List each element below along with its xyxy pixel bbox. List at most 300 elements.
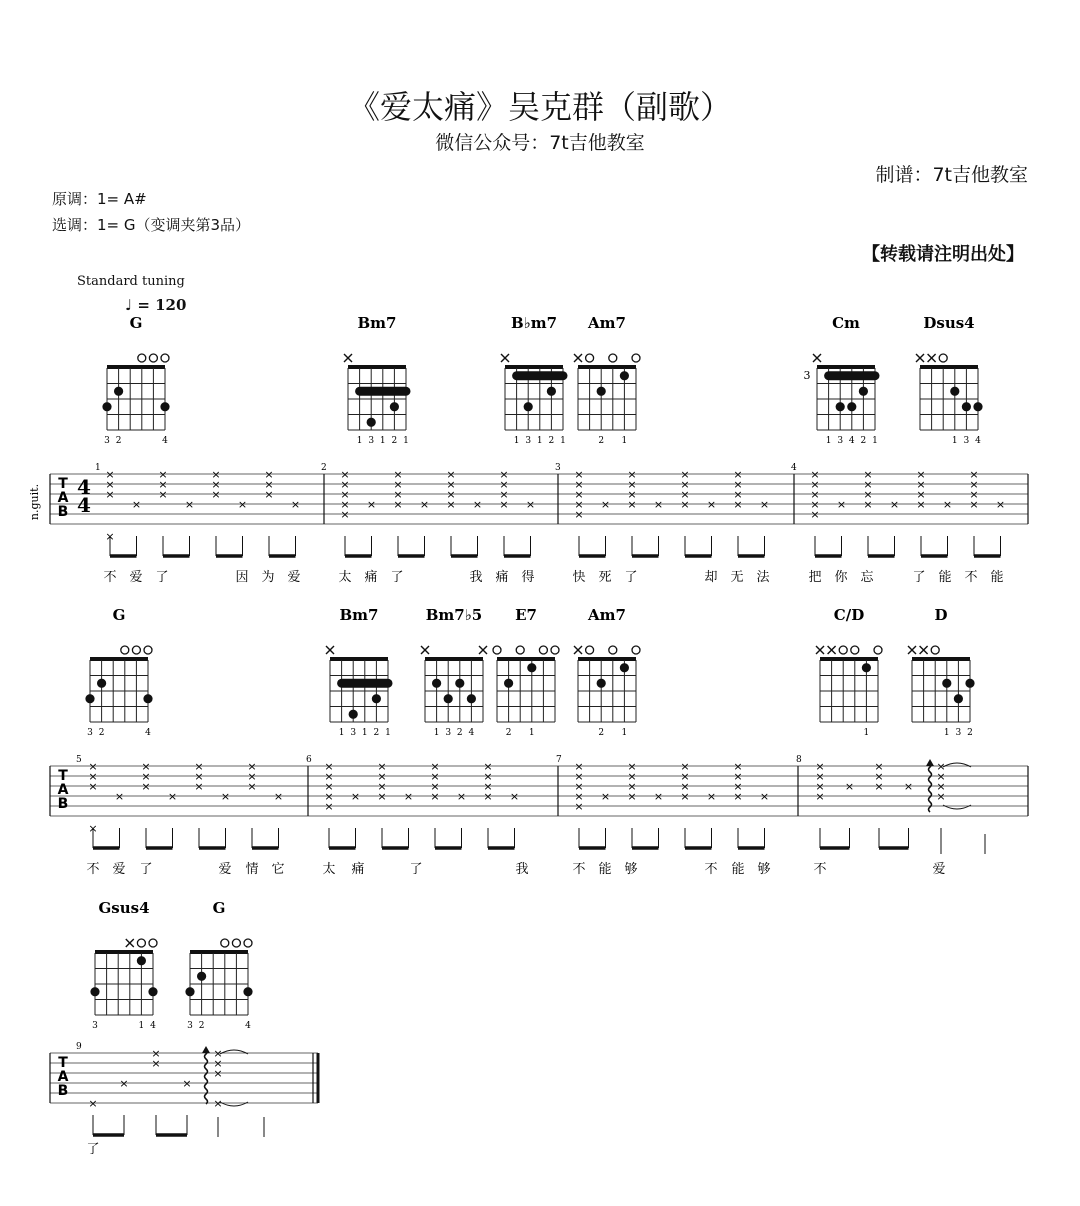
tab-note: ×	[220, 790, 231, 803]
open-string-marker	[493, 646, 501, 654]
tuning-label: Standard tuning	[77, 274, 185, 289]
tab-note: ×	[706, 498, 717, 511]
tab-note: ×	[627, 488, 637, 501]
measure-number: 6	[306, 755, 312, 765]
tab-note: ×	[119, 1077, 129, 1090]
lyric-syllable: 能	[598, 862, 612, 877]
tab-note: ×	[574, 498, 584, 511]
tab-note: ×	[446, 488, 456, 501]
tab-note: ×	[141, 780, 151, 793]
tab-note: ×	[574, 760, 584, 773]
tab-note: ×	[446, 478, 456, 491]
lyric-syllable: 死	[598, 570, 612, 585]
tab-note: ×	[874, 780, 884, 793]
tab-note: ×	[499, 468, 509, 481]
tab-note: ×	[377, 780, 387, 793]
lyric-syllable: 不	[813, 862, 827, 877]
tab-note: ×	[815, 770, 825, 783]
tab-note: ×	[733, 478, 743, 491]
tab-note: ×	[88, 770, 98, 783]
tab-note: ×	[324, 770, 334, 783]
tab-note: ×	[574, 468, 584, 481]
tab-note: ×	[151, 1047, 161, 1060]
lyric-syllable: 却	[704, 570, 718, 585]
tab-note: ×	[733, 770, 743, 783]
chord-dot	[862, 663, 871, 672]
lyric-syllable: 把	[808, 570, 822, 585]
tab-note: ×	[273, 790, 284, 803]
tab-note: ×	[863, 468, 873, 481]
chord-nut	[425, 657, 483, 661]
tab-note: ×	[158, 468, 168, 481]
tab-note: ×	[158, 478, 168, 491]
tab-note: ×	[499, 478, 509, 491]
chord-name: C/D	[833, 606, 865, 624]
chord-finger-number: 2	[391, 436, 398, 446]
open-string-marker	[232, 939, 240, 947]
chord-finger-number: 2	[373, 728, 380, 738]
tab-clef-letter: B	[57, 1083, 69, 1099]
lyric-syllable: 痛	[495, 570, 509, 585]
tempo-value: = 120	[137, 296, 187, 314]
open-string-marker	[851, 646, 859, 654]
chord-dot	[597, 679, 606, 688]
tab-note: ×	[680, 780, 690, 793]
tab-note: ×	[844, 780, 855, 793]
chord-name: Bm7♭5	[425, 606, 483, 624]
tab-note: ×	[324, 790, 334, 803]
chord-name: Am7	[588, 314, 626, 332]
tab-note: ×	[393, 478, 403, 491]
lyric-syllable: 我	[515, 862, 529, 877]
instrument-label: n.guit.	[28, 483, 41, 521]
measure-number: 8	[796, 755, 802, 765]
chord-finger-number: 1	[560, 436, 566, 446]
tab-note: ×	[377, 770, 387, 783]
chord-dot	[973, 402, 982, 411]
tab-clef-letter: B	[57, 504, 69, 520]
lyric-syllable: 够	[624, 862, 638, 877]
tab-note: ×	[942, 498, 953, 511]
lyric-syllable: 了	[624, 570, 638, 585]
measure-number: 5	[76, 755, 82, 765]
chord-nut	[90, 657, 148, 661]
open-string-marker	[137, 939, 145, 947]
lyric-syllable: 了	[86, 1142, 100, 1157]
original-key: 原调：1= A#	[52, 190, 147, 208]
measure-number: 9	[76, 1042, 82, 1052]
tab-note: ×	[627, 790, 637, 803]
chord-dot	[444, 694, 453, 703]
chord-base-fret: 3	[803, 369, 811, 382]
tab-note: ×	[499, 498, 509, 511]
tab-note: ×	[211, 488, 221, 501]
chord-dot	[965, 679, 974, 688]
chord-dot	[372, 694, 381, 703]
chord-nut	[95, 950, 153, 954]
chord-nut	[330, 657, 388, 661]
chord-finger-number: 1	[951, 436, 958, 446]
tab-note: ×	[213, 1047, 223, 1060]
score-subtitle: 微信公众号：7t吉他教室	[435, 132, 645, 154]
tab-note: ×	[653, 790, 664, 803]
tab-note: ×	[290, 498, 301, 511]
chord-finger-number: 4	[145, 728, 151, 738]
lyric-syllable: 爱	[112, 862, 126, 877]
chord-dot	[390, 402, 399, 411]
chord-dot	[367, 418, 376, 427]
lyric-syllable: 爱	[218, 862, 232, 877]
tab-note: ×	[733, 790, 743, 803]
tab-note: ×	[733, 780, 743, 793]
tab-note: ×	[499, 488, 509, 501]
quarter-note-icon: ♩	[125, 296, 133, 314]
tab-note: ×	[680, 760, 690, 773]
tab-note: ×	[393, 468, 403, 481]
chord-finger-number: 1	[356, 436, 363, 446]
lyric-syllable: 法	[756, 570, 770, 585]
tab-note: ×	[810, 478, 820, 491]
tab-note: ×	[483, 790, 493, 803]
chord-finger-number: 1	[536, 436, 543, 446]
chord-finger-number: 1	[338, 728, 345, 738]
lyric-syllable: 了	[390, 570, 404, 585]
chord-dot	[504, 679, 513, 688]
tab-note: ×	[131, 498, 142, 511]
tab-note: ×	[916, 488, 926, 501]
tab-note: ×	[969, 498, 979, 511]
tab-note: ×	[194, 760, 204, 773]
open-string-marker	[138, 354, 146, 362]
tab-note: ×	[324, 760, 334, 773]
chord-finger-number: 1	[138, 1021, 145, 1031]
tab-note: ×	[680, 478, 690, 491]
chord-dot	[950, 387, 959, 396]
tab-note: ×	[574, 770, 584, 783]
chord-dot	[597, 387, 606, 396]
chord-finger-number: 4	[975, 436, 981, 446]
measure-number: 3	[555, 463, 561, 473]
chord-finger-number: 1	[361, 728, 368, 738]
tab-note: ×	[114, 790, 125, 803]
tab-note: ×	[810, 488, 820, 501]
chord-finger-number: 3	[837, 436, 844, 446]
lyric-syllable: 它	[271, 862, 285, 877]
chord-finger-number: 1	[621, 728, 628, 738]
lyric-syllable: 得	[521, 570, 535, 585]
tab-clef-letter: T	[58, 768, 68, 784]
tab-clef-letter: A	[57, 782, 69, 798]
tab-note: ×	[377, 760, 387, 773]
tab-clef-letter: B	[57, 796, 69, 812]
arpeggio-mark	[205, 1049, 208, 1104]
tab-note: ×	[237, 498, 248, 511]
tab-clef-letter: A	[57, 490, 69, 506]
chord-finger-number: 3	[963, 436, 970, 446]
tab-note: ×	[706, 790, 717, 803]
tab-note: ×	[810, 508, 820, 521]
chord-finger-number: 2	[598, 436, 605, 446]
chord-finger-number: 1	[513, 436, 520, 446]
open-string-marker	[221, 939, 229, 947]
tab-note: ×	[863, 498, 873, 511]
open-string-marker	[874, 646, 882, 654]
chord-name: Dsus4	[923, 314, 975, 332]
tab-note: ×	[213, 1097, 223, 1110]
tab-note: ×	[810, 468, 820, 481]
tab-note: ×	[324, 780, 334, 793]
tab-note: ×	[874, 770, 884, 783]
chord-finger-number: 4	[468, 728, 475, 738]
tab-note: ×	[211, 468, 221, 481]
chord-name: Cm	[832, 314, 860, 332]
chord-dot	[137, 956, 146, 965]
tab-note: ×	[759, 498, 770, 511]
chord-dot	[185, 987, 194, 996]
tab-note: ×	[969, 488, 979, 501]
tab-note: ×	[863, 478, 873, 491]
tab-note: ×	[430, 790, 440, 803]
lyric-syllable: 能	[938, 570, 952, 585]
chord-finger-number: 2	[598, 728, 605, 738]
tab-note: ×	[863, 488, 873, 501]
chord-finger-number: 2	[505, 728, 512, 738]
chord-dot	[197, 972, 206, 981]
tab-note: ×	[627, 770, 637, 783]
tab-note: ×	[247, 760, 257, 773]
open-string-marker	[609, 646, 617, 654]
chord-dot	[836, 402, 845, 411]
tab-note: ×	[874, 760, 884, 773]
tab-note: ×	[969, 478, 979, 491]
open-string-marker	[144, 646, 152, 654]
lyric-syllable: 了	[912, 570, 926, 585]
tab-note: ×	[836, 498, 847, 511]
chord-finger-number: 1	[433, 728, 440, 738]
arpeggio-arrow	[202, 1046, 210, 1053]
chord-finger-number: 3	[92, 1021, 98, 1031]
arranger-credit: 制谱：7t吉他教室	[875, 164, 1028, 186]
tab-note: ×	[916, 498, 926, 511]
tab-note: ×	[456, 790, 467, 803]
chord-name: D	[934, 606, 948, 624]
open-string-marker	[244, 939, 252, 947]
tab-note: ×	[419, 498, 430, 511]
tab-note: ×	[88, 780, 98, 793]
chord-nut	[920, 365, 978, 369]
lyric-syllable: 你	[834, 570, 848, 585]
chord-name: Am7	[588, 606, 626, 624]
open-string-marker	[132, 646, 140, 654]
tab-note: ×	[574, 800, 584, 813]
tab-note: ×	[393, 488, 403, 501]
open-string-marker	[632, 646, 640, 654]
chord-dot	[85, 694, 94, 703]
tab-note: ×	[105, 488, 115, 501]
tab-note: ×	[759, 790, 770, 803]
chord-nut	[578, 365, 636, 369]
tab-note: ×	[350, 790, 361, 803]
chord-finger-number: 1	[528, 728, 535, 738]
tab-note: ×	[810, 498, 820, 511]
chord-finger-number: 2	[198, 1021, 205, 1031]
tab-note: ×	[211, 478, 221, 491]
chord-name: G	[212, 899, 226, 917]
chord-dot	[114, 387, 123, 396]
tab-note: ×	[680, 488, 690, 501]
tab-note: ×	[430, 780, 440, 793]
lyric-syllable: 无	[730, 570, 744, 585]
tab-note: ×	[653, 498, 664, 511]
tab-note: ×	[903, 780, 914, 793]
chord-finger-number: 1	[379, 436, 386, 446]
chord-finger-number: 3	[955, 728, 962, 738]
chord-finger-number: 1	[403, 436, 409, 446]
open-string-marker	[161, 354, 169, 362]
tab-note: ×	[680, 468, 690, 481]
tab-note: ×	[483, 780, 493, 793]
open-string-marker	[539, 646, 547, 654]
chord-name: G	[112, 606, 126, 624]
measure-number: 7	[556, 755, 562, 765]
tab-note: ×	[936, 770, 946, 783]
tab-note: ×	[264, 468, 274, 481]
score-title: 《爱太痛》吴克群（副歌）	[347, 88, 732, 126]
chord-dot	[847, 402, 856, 411]
open-string-marker	[149, 939, 157, 947]
tab-note: ×	[969, 468, 979, 481]
lyric-syllable: 太	[338, 570, 352, 585]
open-string-marker	[586, 354, 594, 362]
tab-note: ×	[574, 780, 584, 793]
lyric-syllable: 不	[964, 570, 978, 585]
chord-finger-number: 1	[872, 436, 878, 446]
chord-nut	[912, 657, 970, 661]
chord-dot	[243, 987, 252, 996]
tab-note: ×	[141, 760, 151, 773]
chord-dot	[524, 402, 533, 411]
lyric-syllable: 快	[572, 570, 586, 585]
chord-dot	[962, 402, 971, 411]
tab-note: ×	[627, 478, 637, 491]
lyric-syllable: 能	[990, 570, 1004, 585]
tab-note: ×	[680, 498, 690, 511]
chord-finger-number: 4	[150, 1021, 156, 1031]
tab-clef-letter: T	[58, 1055, 68, 1071]
lyric-syllable: 不	[103, 570, 117, 585]
chord-name: Bm7	[339, 606, 379, 624]
time-signature-digit: 4	[77, 493, 91, 517]
tab-note: ×	[627, 498, 637, 511]
chord-nut	[190, 950, 248, 954]
tab-note: ×	[158, 488, 168, 501]
tab-clef-letter: A	[57, 1069, 69, 1085]
lyric-syllable: 因	[235, 570, 249, 585]
chord-finger-number: 4	[162, 436, 168, 446]
lyric-syllable: 忘	[860, 570, 874, 585]
chord-finger-number: 3	[445, 728, 452, 738]
tab-note: ×	[680, 770, 690, 783]
tab-note: ×	[340, 498, 350, 511]
chord-name: Bm7	[357, 314, 397, 332]
chord-finger-number: 3	[187, 1021, 193, 1031]
arpeggio-arrow	[926, 759, 934, 766]
repost-notice: 【转载请注明出处】	[862, 244, 1024, 265]
open-string-marker	[586, 646, 594, 654]
tab-note: ×	[733, 498, 743, 511]
tab-note: ×	[88, 1097, 98, 1110]
tab-note: ×	[916, 478, 926, 491]
lyric-syllable: 爱	[287, 570, 301, 585]
open-string-marker	[516, 646, 524, 654]
lyric-syllable: 爱	[129, 570, 143, 585]
tab-note: ×	[105, 468, 115, 481]
tab-note: ×	[377, 790, 387, 803]
tab-note: ×	[627, 760, 637, 773]
tab-note: ×	[889, 498, 900, 511]
lyric-syllable: 爱	[932, 862, 946, 877]
tab-note: ×	[213, 1057, 223, 1070]
tab-note: ×	[213, 1067, 223, 1080]
tab-note: ×	[184, 498, 195, 511]
lyric-syllable: 了	[409, 862, 423, 877]
lyric-syllable: 能	[731, 862, 745, 877]
tab-note: ×	[574, 508, 584, 521]
tab-note: ×	[916, 468, 926, 481]
time-signature-digit: 4	[77, 475, 91, 499]
measure-number: 1	[95, 463, 101, 473]
open-string-marker	[632, 354, 640, 362]
tie-arc	[943, 763, 971, 767]
tab-note: ×	[194, 770, 204, 783]
chord-finger-number: 1	[863, 728, 870, 738]
chord-finger-number: 3	[104, 436, 110, 446]
lyric-syllable: 我	[469, 570, 483, 585]
tab-note: ×	[247, 780, 257, 793]
tab-note: ×	[88, 822, 98, 835]
tab-note: ×	[446, 498, 456, 511]
tab-note: ×	[600, 498, 611, 511]
chord-nut	[820, 657, 878, 661]
chord-nut	[497, 657, 555, 661]
chord-dot	[527, 663, 536, 672]
tab-note: ×	[403, 790, 414, 803]
chord-dot	[954, 694, 963, 703]
lyric-syllable: 不	[572, 862, 586, 877]
tab-note: ×	[88, 760, 98, 773]
chord-finger-number: 2	[115, 436, 122, 446]
tab-note: ×	[574, 478, 584, 491]
tab-note: ×	[446, 468, 456, 481]
tab-note: ×	[733, 760, 743, 773]
tab-note: ×	[151, 1057, 161, 1070]
chord-dot	[102, 402, 111, 411]
chord-dot	[432, 679, 441, 688]
chord-finger-number: 1	[825, 436, 832, 446]
open-string-marker	[551, 646, 559, 654]
tab-note: ×	[574, 488, 584, 501]
measure-number: 2	[321, 463, 327, 473]
chord-finger-number: 1	[943, 728, 950, 738]
tab-note: ×	[936, 790, 946, 803]
chord-dot	[620, 371, 629, 380]
tab-note: ×	[483, 760, 493, 773]
chord-dot	[942, 679, 951, 688]
chord-dot	[148, 987, 157, 996]
chord-finger-number: 4	[245, 1021, 251, 1031]
tab-note: ×	[936, 780, 946, 793]
tab-note: ×	[194, 780, 204, 793]
